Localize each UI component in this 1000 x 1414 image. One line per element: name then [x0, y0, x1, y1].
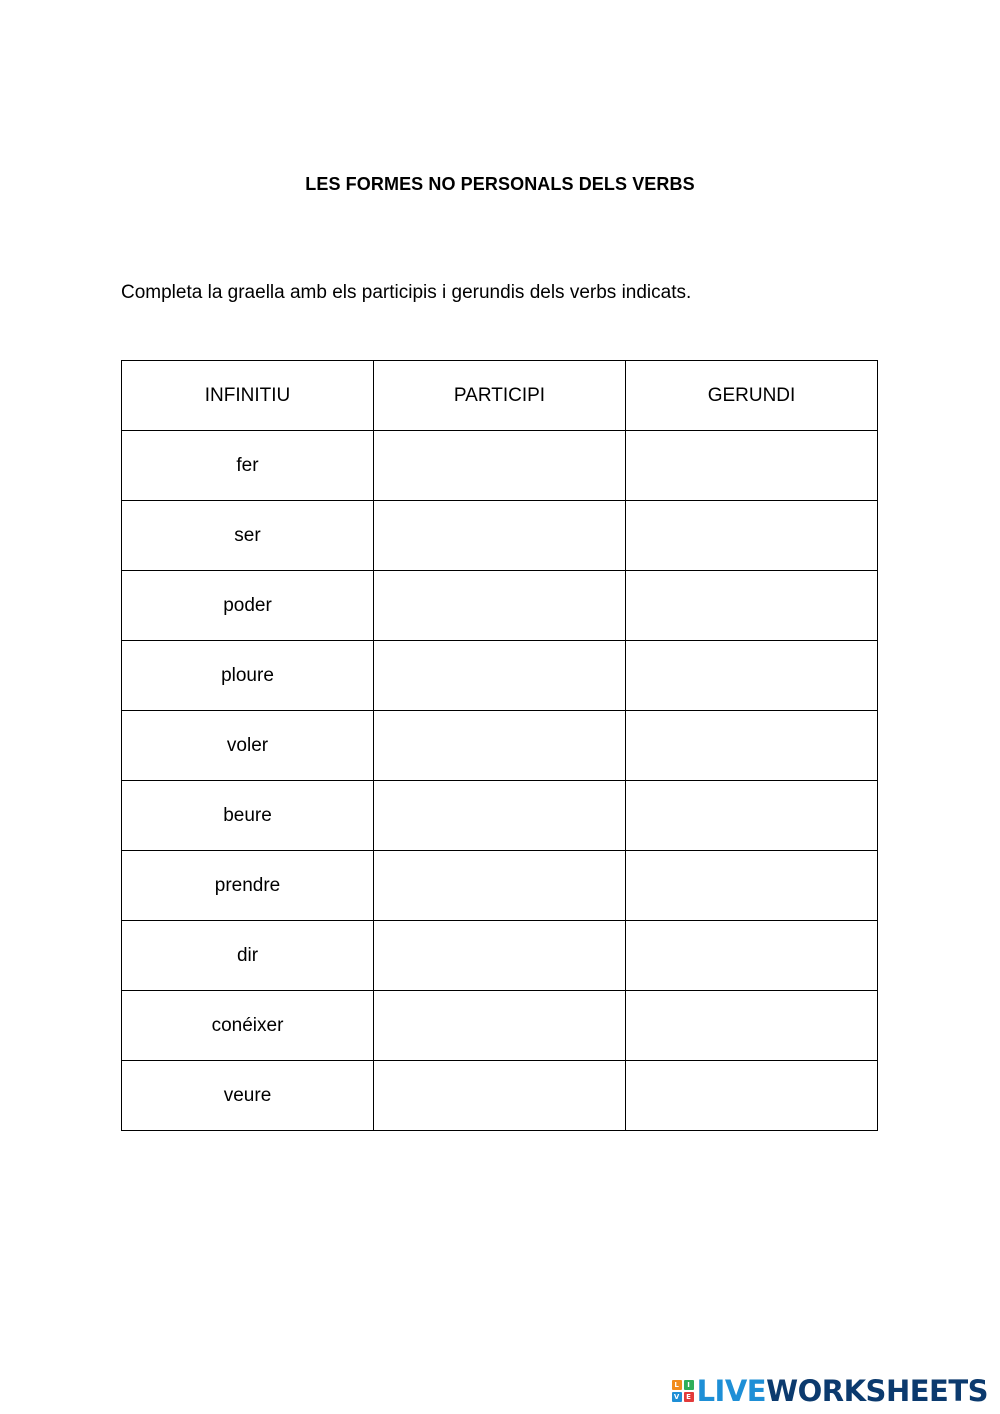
table-row — [122, 641, 878, 711]
participi-answer-cell[interactable] — [374, 991, 626, 1061]
participi-answer-field[interactable] — [374, 921, 625, 990]
infinitiu-cell: ser — [122, 501, 374, 571]
participi-answer-cell[interactable] — [374, 711, 626, 781]
gerundi-answer-field[interactable] — [626, 851, 877, 920]
participi-answer-field[interactable] — [374, 1061, 625, 1130]
gerundi-answer-field[interactable] — [626, 781, 877, 850]
participi-answer-field[interactable] — [374, 991, 625, 1060]
instruction-text: Completa la graella amb els participis i gerundis dels verbs indicats. — [121, 282, 692, 303]
gerundi-answer-field[interactable] — [626, 431, 877, 500]
infinitiu-cell: fer — [122, 431, 374, 501]
liveworksheets-brand — [672, 1374, 988, 1408]
infinitiu-cell: prendre — [122, 851, 374, 921]
table-row — [122, 501, 878, 571]
participi-answer-cell[interactable] — [374, 641, 626, 711]
table-row — [122, 851, 878, 921]
brand-wordmark — [697, 1374, 988, 1408]
infinitiu-cell: conéixer — [122, 991, 374, 1061]
infinitiu-cell: beure — [122, 781, 374, 851]
gerundi-answer-cell[interactable] — [626, 991, 878, 1061]
infinitiu-cell: veure — [122, 1061, 374, 1131]
participi-answer-field[interactable] — [374, 641, 625, 710]
gerundi-answer-field[interactable] — [626, 501, 877, 570]
header-gerundi: GERUNDI — [626, 361, 878, 431]
participi-answer-cell[interactable] — [374, 571, 626, 641]
logo-tile: V — [672, 1392, 682, 1402]
gerundi-answer-cell[interactable] — [626, 571, 878, 641]
participi-answer-field[interactable] — [374, 781, 625, 850]
participi-answer-cell[interactable] — [374, 851, 626, 921]
brand-prefix: LIVE — [696, 1374, 767, 1408]
brand-suffix: WORKSHEETS — [766, 1374, 988, 1408]
participi-answer-cell[interactable] — [374, 431, 626, 501]
participi-answer-field[interactable] — [374, 501, 625, 570]
gerundi-answer-cell[interactable] — [626, 851, 878, 921]
gerundi-answer-cell[interactable] — [626, 711, 878, 781]
gerundi-answer-cell[interactable] — [626, 781, 878, 851]
table-row — [122, 1061, 878, 1131]
participi-answer-cell[interactable] — [374, 781, 626, 851]
infinitiu-cell: voler — [122, 711, 374, 781]
table-row — [122, 921, 878, 991]
infinitiu-cell: ploure — [122, 641, 374, 711]
gerundi-answer-cell[interactable] — [626, 921, 878, 991]
gerundi-answer-field[interactable] — [626, 1061, 877, 1130]
liveworksheets-logo-icon — [672, 1380, 694, 1402]
header-infinitiu: INFINITIU — [122, 361, 374, 431]
participi-answer-field[interactable] — [374, 431, 625, 500]
table-row — [122, 711, 878, 781]
gerundi-answer-cell[interactable] — [626, 1061, 878, 1131]
infinitiu-cell: dir — [122, 921, 374, 991]
table-row — [122, 781, 878, 851]
participi-answer-cell[interactable] — [374, 1061, 626, 1131]
participi-answer-cell[interactable] — [374, 921, 626, 991]
gerundi-answer-cell[interactable] — [626, 501, 878, 571]
header-participi: PARTICIPI — [374, 361, 626, 431]
table-row — [122, 431, 878, 501]
logo-tile: L — [672, 1380, 682, 1390]
logo-tile: I — [684, 1380, 694, 1390]
gerundi-answer-field[interactable] — [626, 641, 877, 710]
table-header-row — [122, 361, 878, 431]
participi-answer-cell[interactable] — [374, 501, 626, 571]
table-row — [122, 571, 878, 641]
participi-answer-field[interactable] — [374, 711, 625, 780]
infinitiu-cell: poder — [122, 571, 374, 641]
gerundi-answer-cell[interactable] — [626, 641, 878, 711]
table-body — [122, 431, 878, 1131]
verb-forms-table — [121, 360, 878, 1131]
table-row — [122, 991, 878, 1061]
logo-tile: E — [684, 1392, 694, 1402]
participi-answer-field[interactable] — [374, 571, 625, 640]
gerundi-answer-field[interactable] — [626, 921, 877, 990]
gerundi-answer-field[interactable] — [626, 991, 877, 1060]
gerundi-answer-field[interactable] — [626, 711, 877, 780]
worksheet-title: LES FORMES NO PERSONALS DELS VERBS — [305, 174, 695, 194]
participi-answer-field[interactable] — [374, 851, 625, 920]
gerundi-answer-field[interactable] — [626, 571, 877, 640]
gerundi-answer-cell[interactable] — [626, 431, 878, 501]
